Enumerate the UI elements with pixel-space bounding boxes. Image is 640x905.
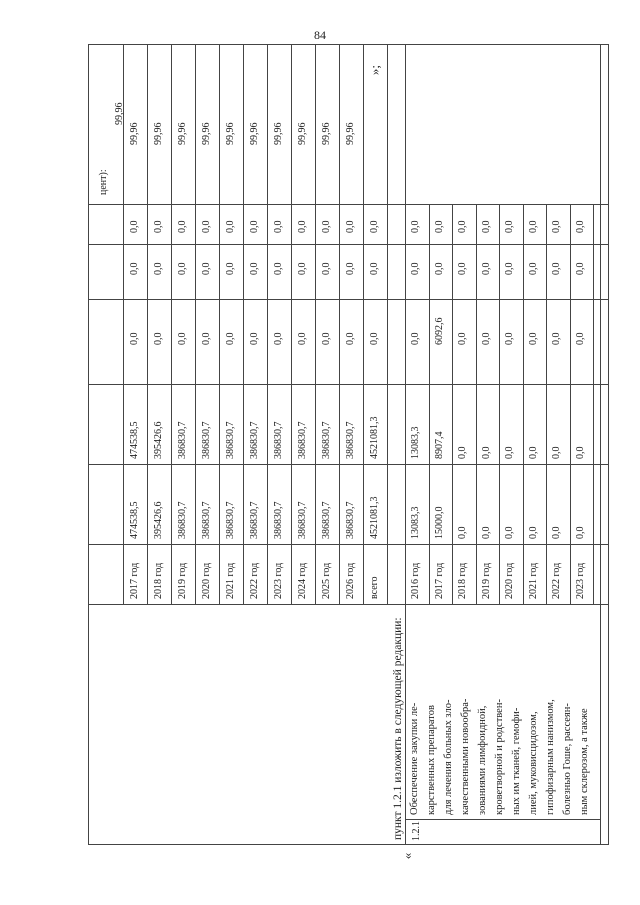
federal-cell: 386830,7 bbox=[345, 421, 356, 459]
total-cell: 386830,7 bbox=[225, 501, 236, 539]
row-divider bbox=[593, 205, 594, 605]
row-divider bbox=[363, 45, 364, 605]
federal-cell: 386830,7 bbox=[321, 421, 332, 459]
percent-cell: 99,96 bbox=[297, 122, 308, 145]
local-cell: 0,0 bbox=[345, 262, 356, 275]
row-divider bbox=[387, 45, 388, 605]
other-cell: 0,0 bbox=[297, 220, 308, 233]
column-divider bbox=[405, 244, 601, 245]
row-divider bbox=[570, 205, 571, 605]
total-cell: 386830,7 bbox=[345, 501, 356, 539]
regional-cell: 0,0 bbox=[129, 332, 140, 345]
federal-cell: 386830,7 bbox=[273, 421, 284, 459]
description-line: кроветворной и родствен- bbox=[494, 699, 505, 815]
year-cell: 2018 год bbox=[457, 562, 468, 599]
percent-cell: 99,96 bbox=[153, 122, 164, 145]
description-line: ных им тканей, гемофи- bbox=[511, 707, 522, 815]
year-cell: 2025 год bbox=[321, 562, 332, 599]
local-cell: 0,0 bbox=[551, 262, 562, 275]
federal-cell: 395426,6 bbox=[153, 421, 164, 459]
local-cell: 0,0 bbox=[457, 262, 468, 275]
table-border bbox=[608, 45, 609, 845]
other-cell: 0,0 bbox=[433, 220, 445, 233]
local-cell: 0,0 bbox=[177, 262, 188, 275]
regional-cell: 0,0 bbox=[457, 332, 468, 345]
table-border bbox=[600, 45, 601, 845]
other-cell: 0,0 bbox=[201, 220, 212, 233]
federal-cell: 386830,7 bbox=[177, 421, 188, 459]
lower-table bbox=[405, 45, 600, 845]
column-divider bbox=[405, 204, 601, 205]
total-cell: 0,0 bbox=[480, 526, 492, 539]
year-cell: 2022 год bbox=[551, 562, 562, 599]
local-cell: 0,0 bbox=[480, 262, 492, 275]
page-number: 84 bbox=[314, 28, 326, 42]
percent-cell: 99,96 bbox=[129, 122, 140, 145]
other-cell: 0,0 bbox=[153, 220, 164, 233]
year-cell: 2020 год bbox=[504, 562, 515, 599]
year-cell: всего bbox=[369, 576, 380, 599]
regional-cell: 6092,6 bbox=[433, 317, 445, 345]
header-value: 99,96 bbox=[114, 102, 125, 125]
description-line: карственных препаратов bbox=[426, 705, 437, 815]
local-cell: 0,0 bbox=[129, 262, 140, 275]
federal-cell: 8907,4 bbox=[433, 431, 445, 459]
description-line: ным склерозом, а также bbox=[579, 708, 590, 815]
row-divider bbox=[452, 205, 453, 605]
percent-cell: 99,96 bbox=[225, 122, 236, 145]
total-cell: 386830,7 bbox=[321, 501, 332, 539]
description-line: качественными новообра- bbox=[460, 698, 471, 815]
other-cell: 0,0 bbox=[129, 220, 140, 233]
year-cell: 2021 год bbox=[225, 562, 236, 599]
year-cell: 2023 год bbox=[273, 562, 284, 599]
instruction-heading: пункт 1.2.1 изложить в следующей редакции: bbox=[392, 617, 404, 840]
local-cell: 0,0 bbox=[297, 262, 308, 275]
row-divider bbox=[429, 205, 430, 605]
table-border bbox=[88, 45, 89, 845]
federal-cell: 386830,7 bbox=[201, 421, 212, 459]
row-divider bbox=[499, 205, 500, 605]
row-divider bbox=[147, 45, 148, 605]
row-divider bbox=[315, 45, 316, 605]
row-divider bbox=[291, 45, 292, 605]
year-cell: 2020 год bbox=[201, 562, 212, 599]
header-fragment: цент): bbox=[98, 169, 109, 195]
total-cell: 386830,7 bbox=[177, 501, 188, 539]
column-divider bbox=[405, 819, 601, 820]
column-divider bbox=[405, 604, 601, 605]
local-cell: 0,0 bbox=[201, 262, 212, 275]
total-cell: 4521081,3 bbox=[369, 496, 380, 539]
total-cell: 15000,0 bbox=[433, 506, 445, 539]
year-cell: 2019 год bbox=[480, 562, 492, 599]
federal-cell: 4521081,3 bbox=[369, 416, 380, 459]
federal-cell: 386830,7 bbox=[225, 421, 236, 459]
regional-cell: 0,0 bbox=[504, 332, 515, 345]
local-cell: 0,0 bbox=[574, 262, 586, 275]
row-divider bbox=[339, 45, 340, 605]
regional-cell: 0,0 bbox=[369, 332, 380, 345]
local-cell: 0,0 bbox=[433, 262, 445, 275]
regional-cell: 0,0 bbox=[480, 332, 492, 345]
local-cell: 0,0 bbox=[321, 262, 332, 275]
federal-cell: 0,0 bbox=[457, 446, 468, 459]
description-line: для лечения больных зло- bbox=[443, 699, 454, 815]
percent-cell: 99,96 bbox=[201, 122, 212, 145]
local-cell: 0,0 bbox=[273, 262, 284, 275]
federal-cell: 474538,5 bbox=[129, 421, 140, 459]
other-cell: 0,0 bbox=[321, 220, 332, 233]
other-cell: 0,0 bbox=[574, 220, 586, 233]
column-divider bbox=[405, 544, 601, 545]
federal-cell: 0,0 bbox=[480, 446, 492, 459]
local-cell: 0,0 bbox=[527, 262, 539, 275]
local-cell: 0,0 bbox=[410, 262, 421, 275]
regional-cell: 0,0 bbox=[345, 332, 356, 345]
federal-cell: 386830,7 bbox=[297, 421, 308, 459]
other-cell: 0,0 bbox=[527, 220, 539, 233]
row-divider bbox=[476, 205, 477, 605]
table-border bbox=[405, 44, 601, 45]
open-quote-mark: « bbox=[399, 852, 415, 860]
other-cell: 0,0 bbox=[480, 220, 492, 233]
row-divider bbox=[523, 205, 524, 605]
federal-cell: 0,0 bbox=[574, 446, 586, 459]
row-divider bbox=[123, 45, 124, 605]
local-cell: 0,0 bbox=[225, 262, 236, 275]
other-cell: 0,0 bbox=[249, 220, 260, 233]
other-cell: 0,0 bbox=[457, 220, 468, 233]
other-cell: 0,0 bbox=[345, 220, 356, 233]
total-cell: 13083,3 bbox=[410, 506, 421, 539]
regional-cell: 0,0 bbox=[225, 332, 236, 345]
column-divider bbox=[405, 299, 601, 300]
federal-cell: 0,0 bbox=[527, 446, 539, 459]
regional-cell: 0,0 bbox=[177, 332, 188, 345]
regional-cell: 0,0 bbox=[249, 332, 260, 345]
year-cell: 2023 год bbox=[574, 562, 586, 599]
description-line: болезнью Гоше, рассеян- bbox=[562, 703, 573, 815]
regional-cell: 0,0 bbox=[410, 332, 421, 345]
total-cell: 386830,7 bbox=[201, 501, 212, 539]
federal-cell: 386830,7 bbox=[249, 421, 260, 459]
local-cell: 0,0 bbox=[369, 262, 380, 275]
row-divider bbox=[546, 205, 547, 605]
column-divider bbox=[405, 384, 601, 385]
year-cell: 2022 год bbox=[249, 562, 260, 599]
total-cell: 0,0 bbox=[551, 526, 562, 539]
regional-cell: 0,0 bbox=[201, 332, 212, 345]
year-cell: 2016 год bbox=[410, 562, 421, 599]
total-cell: 386830,7 bbox=[273, 501, 284, 539]
total-cell: 386830,7 bbox=[297, 501, 308, 539]
local-cell: 0,0 bbox=[249, 262, 260, 275]
total-cell: 0,0 bbox=[457, 526, 468, 539]
total-cell: 0,0 bbox=[527, 526, 539, 539]
regional-cell: 0,0 bbox=[297, 332, 308, 345]
closing-mark: »; bbox=[367, 64, 383, 76]
regional-cell: 0,0 bbox=[273, 332, 284, 345]
local-cell: 0,0 bbox=[153, 262, 164, 275]
year-cell: 2021 год bbox=[527, 562, 539, 599]
year-cell: 2024 год bbox=[297, 562, 308, 599]
year-cell: 2026 год bbox=[345, 562, 356, 599]
local-cell: 0,0 bbox=[504, 262, 515, 275]
federal-cell: 0,0 bbox=[551, 446, 562, 459]
total-cell: 0,0 bbox=[574, 526, 586, 539]
regional-cell: 0,0 bbox=[321, 332, 332, 345]
table-border bbox=[405, 844, 601, 845]
year-cell: 2017 год bbox=[433, 562, 445, 599]
year-cell: 2017 год bbox=[129, 562, 140, 599]
regional-cell: 0,0 bbox=[527, 332, 539, 345]
column-divider bbox=[405, 464, 601, 465]
table-border bbox=[405, 45, 406, 845]
total-cell: 395426,6 bbox=[153, 501, 164, 539]
other-cell: 0,0 bbox=[369, 220, 380, 233]
row-divider bbox=[171, 45, 172, 605]
other-cell: 0,0 bbox=[177, 220, 188, 233]
description-line: гипофизарным нанизмом, bbox=[545, 699, 556, 815]
other-cell: 0,0 bbox=[551, 220, 562, 233]
total-cell: 386830,7 bbox=[249, 501, 260, 539]
other-cell: 0,0 bbox=[273, 220, 284, 233]
row-divider bbox=[195, 45, 196, 605]
description-line: лией, муковисцидозом, bbox=[528, 711, 539, 815]
year-cell: 2019 год bbox=[177, 562, 188, 599]
percent-cell: 99,96 bbox=[321, 122, 332, 145]
percent-cell: 99,96 bbox=[345, 122, 356, 145]
percent-cell: 99,96 bbox=[273, 122, 284, 145]
row-divider bbox=[267, 45, 268, 605]
item-number: 1.2.1 bbox=[411, 821, 422, 841]
total-cell: 0,0 bbox=[504, 526, 515, 539]
federal-cell: 13083,3 bbox=[410, 426, 421, 459]
row-divider bbox=[243, 45, 244, 605]
row-divider bbox=[219, 45, 220, 605]
federal-cell: 0,0 bbox=[504, 446, 515, 459]
other-cell: 0,0 bbox=[225, 220, 236, 233]
description-line: Обеспечение закупки ле- bbox=[409, 702, 420, 815]
regional-cell: 0,0 bbox=[153, 332, 164, 345]
description-line: зованиями лимфоидной, bbox=[477, 705, 488, 815]
other-cell: 0,0 bbox=[410, 220, 421, 233]
total-cell: 474538,5 bbox=[129, 501, 140, 539]
other-cell: 0,0 bbox=[504, 220, 515, 233]
percent-cell: 99,96 bbox=[249, 122, 260, 145]
regional-cell: 0,0 bbox=[551, 332, 562, 345]
regional-cell: 0,0 bbox=[574, 332, 586, 345]
year-cell: 2018 год bbox=[153, 562, 164, 599]
percent-cell: 99,96 bbox=[177, 122, 188, 145]
